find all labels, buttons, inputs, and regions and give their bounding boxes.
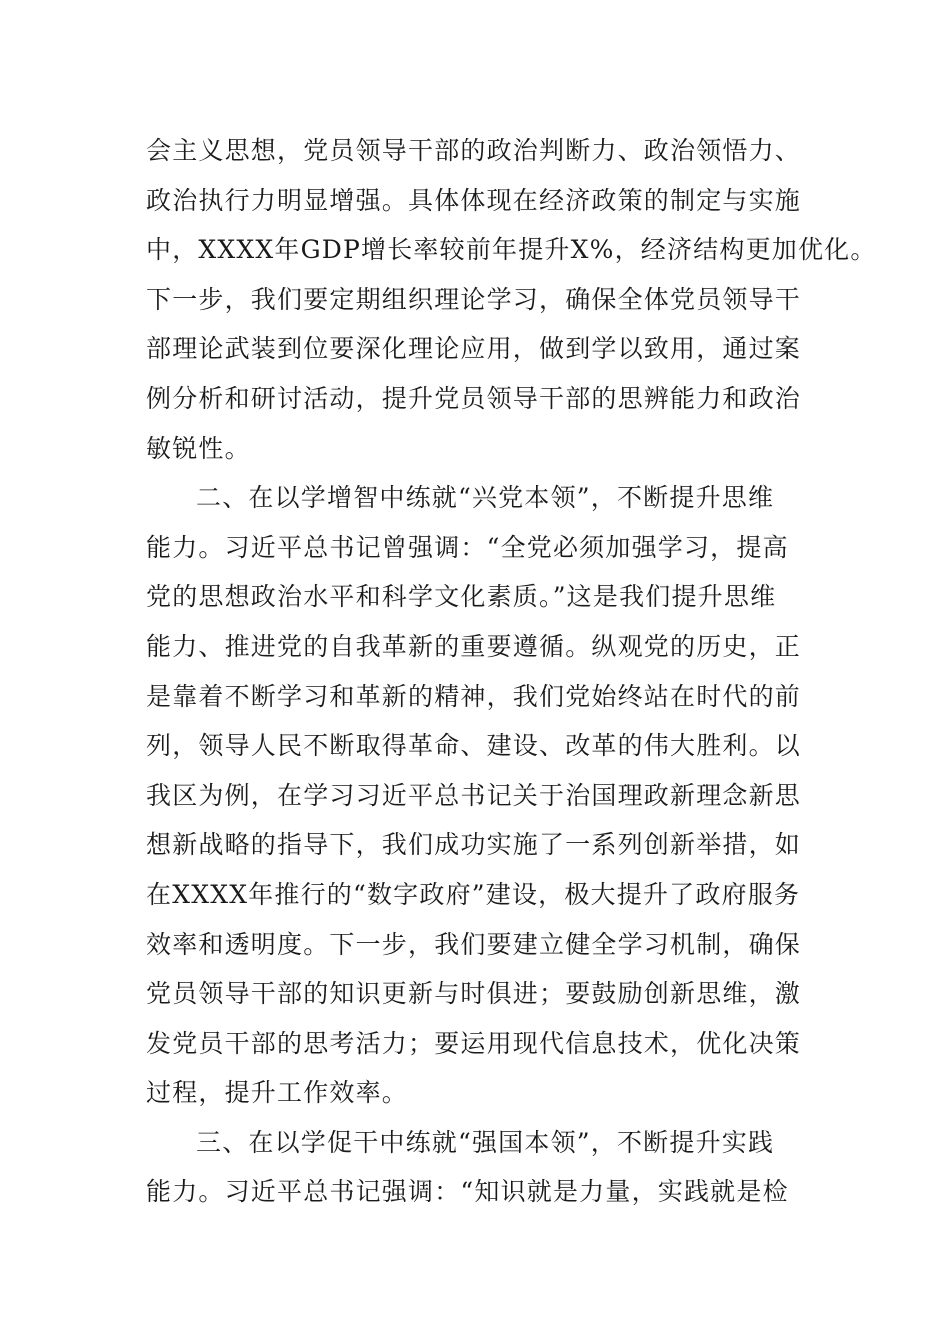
text-line-10: 党的思想政治水平和科学文化素质。”这是我们提升思维 bbox=[146, 582, 777, 612]
text-line-6: 例分析和研讨活动，提升党员领导干部的思辨能力和政治 bbox=[146, 383, 802, 413]
text-line-14: 我区为例，在学习习近平总书记关于治国理政新理念新思 bbox=[146, 780, 802, 810]
text-line-22: 能力。习近平总书记强调：“知识就是力量，实践就是检 bbox=[146, 1177, 789, 1207]
text-line-4: 下一步，我们要定期组织理论学习，确保全体党员领导干 bbox=[146, 284, 802, 314]
section-two-heading-line: 二、在以学增智中练就“兴党本领”，不断提升思维 bbox=[196, 483, 775, 513]
text-line-7: 敏锐性。 bbox=[146, 433, 251, 463]
text-line-3: 中，XXXX年GDP增长率较前年提升X%，经济结构更加优化。 bbox=[146, 235, 877, 265]
body-text bbox=[146, 126, 877, 1217]
section-three-heading-line: 三、在以学促干中练就“强国本领”，不断提升实践 bbox=[196, 1127, 775, 1157]
text-line-16: 在XXXX年推行的“数字政府”建设，极大提升了政府服务 bbox=[146, 879, 801, 909]
text-line-19: 发党员干部的思考活力；要运用现代信息技术，优化决策 bbox=[146, 1028, 802, 1058]
text-line-11: 能力、推进党的自我革新的重要遵循。纵观党的历史，正 bbox=[146, 631, 802, 661]
text-line-20: 过程，提升工作效率。 bbox=[146, 1078, 409, 1108]
text-line-13: 列，领导人民不断取得革命、建设、改革的伟大胜利。以 bbox=[146, 731, 802, 761]
text-line-5: 部理论武装到位要深化理论应用，做到学以致用，通过案 bbox=[146, 334, 802, 364]
text-line-9: 能力。习近平总书记曾强调：“全党必须加强学习，提高 bbox=[146, 532, 789, 562]
text-line-2: 政治执行力明显增强。具体体现在经济政策的制定与实施 bbox=[146, 185, 802, 215]
text-line-18: 党员领导干部的知识更新与时俱进；要鼓励创新思维，激 bbox=[146, 979, 802, 1009]
text-line-15: 想新战略的指导下，我们成功实施了一系列创新举措，如 bbox=[146, 830, 802, 860]
text-line-12: 是靠着不断学习和革新的精神，我们党始终站在时代的前 bbox=[146, 681, 802, 711]
text-line-17: 效率和透明度。下一步，我们要建立健全学习机制，确保 bbox=[146, 929, 802, 959]
text-line-1: 会主义思想，党员领导干部的政治判断力、政治领悟力、 bbox=[146, 136, 802, 165]
